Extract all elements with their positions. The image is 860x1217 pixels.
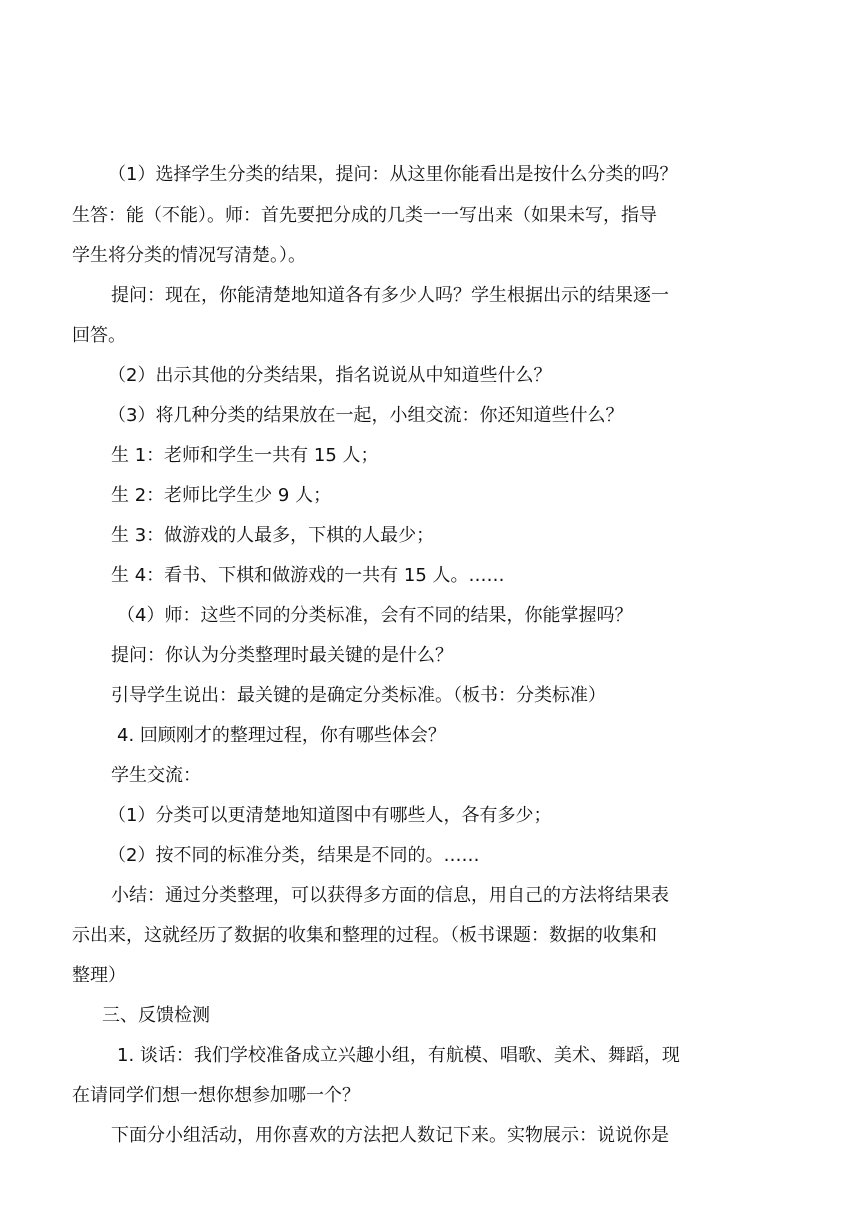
section-heading: 三、反馈检测 xyxy=(102,1005,210,1026)
paragraph-line: 学生将分类的情况写清楚。）。 xyxy=(72,245,306,266)
paragraph-line: 小结：通过分类整理，可以获得多方面的信息，用自己的方法将结果表 xyxy=(111,885,669,906)
paragraph-line: 生 4：看书、下棋和做游戏的一共有 15 人。…… xyxy=(111,565,505,586)
paragraph-line: 生 1：老师和学生一共有 15 人； xyxy=(111,445,379,466)
paragraph-line: （2）出示其他的分类结果，指名说说从中知道些什么？ xyxy=(108,365,552,386)
paragraph-line: 提问：现在，你能清楚地知道各有多少人吗？学生根据出示的结果逐一 xyxy=(111,285,669,306)
paragraph-line: （3）将几种分类的结果放在一起，小组交流：你还知道些什么？ xyxy=(108,405,624,426)
paragraph-line: 回答。 xyxy=(72,325,126,346)
paragraph-line: 生 3：做游戏的人最多，下棋的人最少； xyxy=(111,525,435,546)
paragraph-line: （1）分类可以更清楚地知道图中有哪些人，各有多少； xyxy=(108,805,552,826)
paragraph-line: （1）选择学生分类的结果，提问：从这里你能看出是按什么分类的吗？ xyxy=(108,164,678,185)
paragraph-line: 引导学生说出：最关键的是确定分类标准。（板书：分类标准） xyxy=(111,685,606,706)
paragraph-line: 生 2：老师比学生少 9 人； xyxy=(111,485,332,506)
paragraph-line: 提问：你认为分类整理时最关键的是什么？ xyxy=(111,645,453,666)
paragraph-line: 下面分小组活动，用你喜欢的方法把人数记下来。实物展示：说说你是 xyxy=(111,1125,669,1146)
paragraph-line: 整理） xyxy=(72,965,126,986)
paragraph-line: 示出来，这就经历了数据的收集和整理的过程。（板书课题：数据的收集和 xyxy=(72,925,657,946)
paragraph-line: （4）师：这些不同的分类标准，会有不同的结果，你能掌握吗？ xyxy=(117,605,633,626)
list-heading: 4. 回顾刚才的整理过程，你有哪些体会？ xyxy=(117,725,446,746)
paragraph-line: 生答：能（不能）。师：首先要把分成的几类一一写出来（如果未写，指导 xyxy=(72,205,657,226)
paragraph-line: （2）按不同的标准分类，结果是不同的。…… xyxy=(108,845,480,866)
paragraph-line: 在请同学们想一想你想参加哪一个？ xyxy=(72,1085,360,1106)
paragraph-line: 学生交流： xyxy=(111,765,201,786)
paragraph-line: 1. 谈话：我们学校准备成立兴趣小组，有航模、唱歌、美术、舞蹈，现 xyxy=(117,1045,680,1066)
